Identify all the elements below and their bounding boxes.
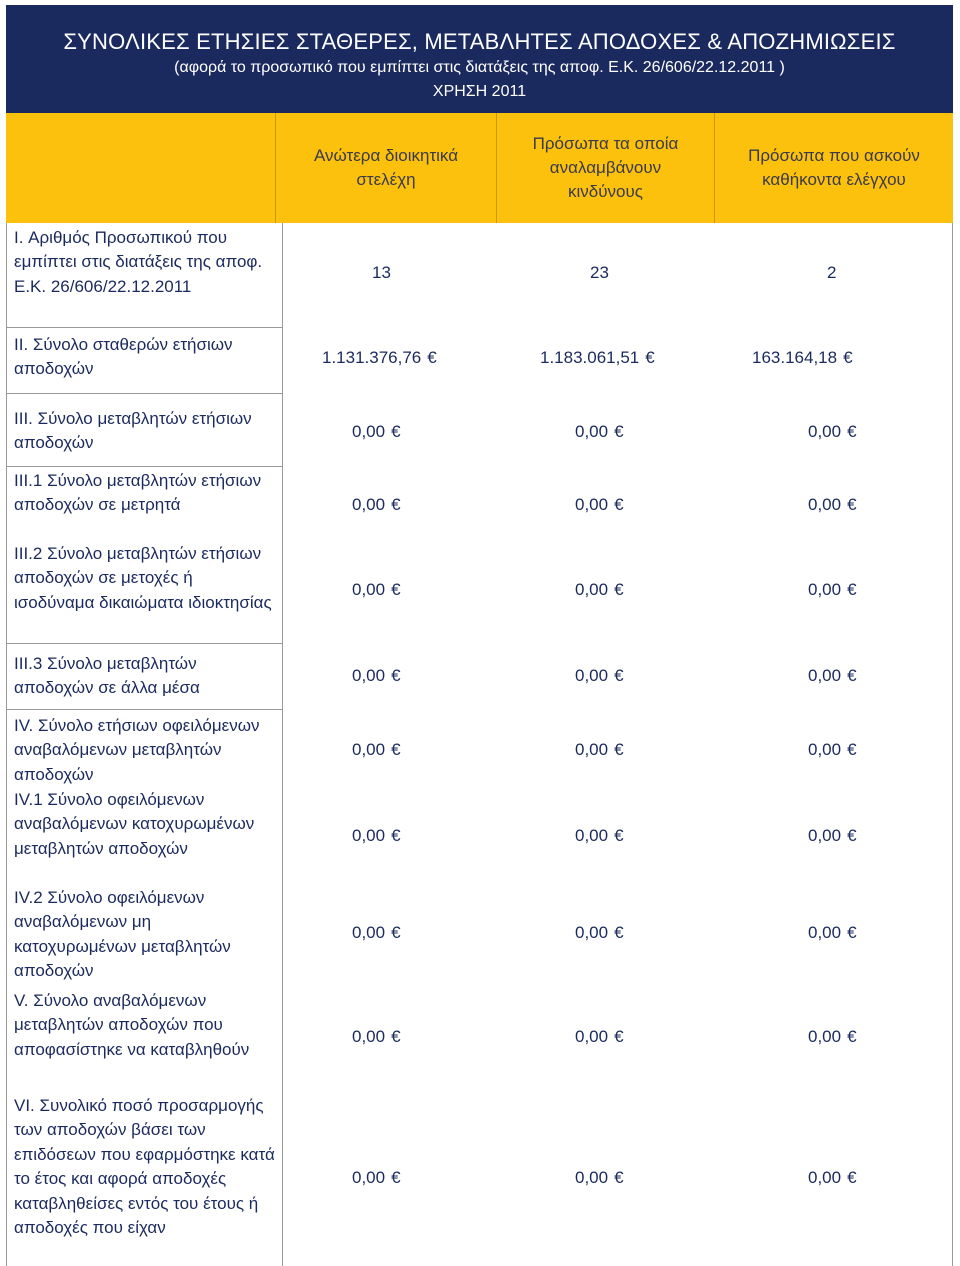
value-cell (575, 923, 624, 943)
value-cell (352, 422, 401, 442)
euro-symbol: € (847, 422, 857, 441)
value-number: 2 (827, 263, 837, 282)
value-cell (575, 422, 624, 442)
column-header-line: κινδύνους (568, 182, 643, 201)
value-cell (808, 1168, 857, 1188)
value-number: 0,00 (575, 923, 609, 942)
value-number: 0,00 (575, 580, 609, 599)
value-number: 1.183.061,51 (540, 348, 640, 367)
value-cell (372, 263, 391, 283)
value-number: 0,00 (352, 495, 386, 514)
row-label-variable-other: III.3 Σύνολο μεταβλητών αποδοχών σε άλλα μέσα (14, 654, 200, 698)
column-header-line: Ανώτερα διοικητικά (313, 146, 459, 165)
value-cell (827, 263, 836, 283)
euro-symbol: € (391, 666, 401, 685)
report-title: ΣΥΝΟΛΙΚΕΣ ΕΤΗΣΙΕΣ ΣΤΑΘΕΡΕΣ, ΜΕΤΑΒΛΗΤΕΣ ΑΠΟΔΟΧΕΣ & ΑΠΟΖΗΜΙΩΣΕΙΣ (63, 29, 896, 54)
value-number: 0,00 (808, 422, 842, 441)
row-label-deferred-awarded: V. Σύνολο αναβαλόμενων μεταβλητών αποδοχών που αποφασίστηκε να καταβληθούν (14, 991, 250, 1059)
value-number: 0,00 (808, 826, 842, 845)
column-header-line: Πρόσωπα που ασκούν (748, 146, 920, 165)
value-number: 0,00 (575, 740, 609, 759)
value-number: 163.164,18 (752, 348, 838, 367)
euro-symbol: € (847, 666, 857, 685)
value-cell (575, 666, 624, 686)
value-cell (540, 348, 655, 368)
value-number: 0,00 (808, 495, 842, 514)
value-number: 0,00 (808, 1027, 842, 1046)
value-number: 0,00 (808, 1168, 842, 1187)
value-number: 0,00 (352, 826, 386, 845)
value-number: 13 (372, 263, 391, 282)
value-number: 0,00 (352, 740, 386, 759)
value-number: 0,00 (808, 923, 842, 942)
value-cell (808, 826, 857, 846)
value-number: 0,00 (352, 666, 386, 685)
euro-symbol: € (391, 923, 401, 942)
euro-symbol: € (614, 422, 624, 441)
column-header-row (6, 113, 953, 223)
euro-symbol: € (645, 348, 655, 367)
euro-symbol: € (427, 348, 437, 367)
report-year: ΧΡΗΣΗ 2011 (432, 83, 527, 100)
euro-symbol: € (614, 666, 624, 685)
value-number: 0,00 (352, 923, 386, 942)
value-cell (808, 666, 857, 686)
euro-symbol: € (391, 422, 401, 441)
value-number: 0,00 (808, 666, 842, 685)
euro-symbol: € (614, 826, 624, 845)
row-divider (6, 393, 282, 394)
column-header-executives (276, 113, 497, 223)
value-cell (352, 740, 401, 760)
value-cell (808, 580, 857, 600)
row-label-performance-adjustment: VI. Συνολικό ποσό προσαρμογής των αποδοχών βάσει των επιδόσεων που εφαρμόστηκε κατά το έτος και αφορά αποδοχές καταβληθείσες εντός του έτους ή αποδοχές που είχαν (14, 1096, 275, 1238)
euro-symbol: € (391, 740, 401, 759)
value-number: 0,00 (575, 495, 609, 514)
euro-symbol: € (614, 1027, 624, 1046)
row-label-variable-shares: III.2 Σύνολο μεταβλητών ετήσιων αποδοχών σε μετοχές ή ισοδύναμα δικαιώματα ιδιοκτησίας (14, 544, 272, 612)
value-cell (352, 495, 401, 515)
value-number: 0,00 (575, 1027, 609, 1046)
report-header (6, 5, 953, 113)
euro-symbol: € (847, 495, 857, 514)
column-header-line: καθήκοντα ελέγχου (762, 170, 906, 189)
value-number: 0,00 (352, 1168, 386, 1187)
euro-symbol: € (847, 826, 857, 845)
row-label-deferred-vested: IV.1 Σύνολο οφειλόμενων αναβαλόμενων κατοχυρωμένων μεταβλητών αποδοχών (14, 790, 255, 858)
euro-symbol: € (391, 495, 401, 514)
value-number: 23 (590, 263, 609, 282)
euro-symbol: € (614, 580, 624, 599)
table-divider (282, 223, 283, 1266)
value-number: 0,00 (352, 580, 386, 599)
euro-symbol: € (847, 1168, 857, 1187)
euro-symbol: € (843, 348, 853, 367)
euro-symbol: € (847, 740, 857, 759)
value-cell (808, 1027, 857, 1047)
value-cell (322, 348, 437, 368)
value-cell (808, 495, 857, 515)
value-cell (590, 263, 609, 283)
value-number: 0,00 (575, 826, 609, 845)
value-cell (575, 826, 624, 846)
row-label-variable-remuneration: III. Σύνολο μεταβλητών ετήσιων αποδοχών (14, 409, 252, 453)
value-number: 0,00 (575, 666, 609, 685)
value-cell (808, 740, 857, 760)
column-header-line: αναλαμβάνουν (549, 158, 662, 177)
euro-symbol: € (614, 923, 624, 942)
euro-symbol: € (614, 740, 624, 759)
value-cell (575, 1027, 624, 1047)
euro-symbol: € (391, 1168, 401, 1187)
value-cell (352, 923, 401, 943)
row-label-deferred-total: IV. Σύνολο ετήσιων οφειλόμενων αναβαλόμενων μεταβλητών αποδοχών (14, 716, 260, 784)
value-cell (808, 422, 857, 442)
value-cell (352, 826, 401, 846)
value-number: 0,00 (808, 580, 842, 599)
row-divider (6, 466, 282, 467)
column-header-control-functions (715, 113, 953, 223)
value-number: 1.131.376,76 (322, 348, 422, 367)
value-cell (575, 740, 624, 760)
euro-symbol: € (847, 1027, 857, 1046)
value-cell (352, 1168, 401, 1188)
value-cell (808, 923, 857, 943)
row-divider (6, 327, 282, 328)
euro-symbol: € (847, 923, 857, 942)
column-header-risk-takers (497, 113, 715, 223)
value-number: 0,00 (352, 1027, 386, 1046)
value-cell (575, 495, 624, 515)
row-divider (6, 643, 282, 644)
row-label-variable-cash: III.1 Σύνολο μεταβλητών ετήσιων αποδοχών σε μετρητά (14, 471, 262, 515)
value-number: 0,00 (575, 1168, 609, 1187)
euro-symbol: € (391, 580, 401, 599)
value-number: 0,00 (808, 740, 842, 759)
euro-symbol: € (614, 1168, 624, 1187)
value-cell (352, 1027, 401, 1047)
column-header-line: Πρόσωπα τα οποία (532, 134, 679, 153)
value-cell (752, 348, 853, 368)
value-cell (352, 580, 401, 600)
value-number: 0,00 (352, 422, 386, 441)
euro-symbol: € (391, 826, 401, 845)
euro-symbol: € (391, 1027, 401, 1046)
value-number: 0,00 (575, 422, 609, 441)
euro-symbol: € (614, 495, 624, 514)
value-cell (352, 666, 401, 686)
euro-symbol: € (847, 580, 857, 599)
row-label-deferred-unvested: IV.2 Σύνολο οφειλόμενων αναβαλόμενων μη κατοχυρωμένων μεταβλητών αποδοχών (14, 888, 231, 981)
report-subtitle: (αφορά το προσωπικό που εμπίπτει στις διατάξεις της αποφ. Ε.Κ. 26/606/22.12.2011 ) (174, 59, 785, 76)
value-cell (575, 580, 624, 600)
value-cell (575, 1168, 624, 1188)
column-header-empty (6, 113, 276, 223)
row-divider (6, 709, 282, 710)
row-label-personnel-count: I. Αριθμός Προσωπικού που εμπίπτει στις διατάξεις της αποφ. Ε.Κ. 26/606/22.12.2011 (14, 228, 263, 296)
column-header-line: στελέχη (356, 170, 416, 189)
row-label-fixed-remuneration: II. Σύνολο σταθερών ετήσιων αποδοχών (14, 335, 233, 379)
